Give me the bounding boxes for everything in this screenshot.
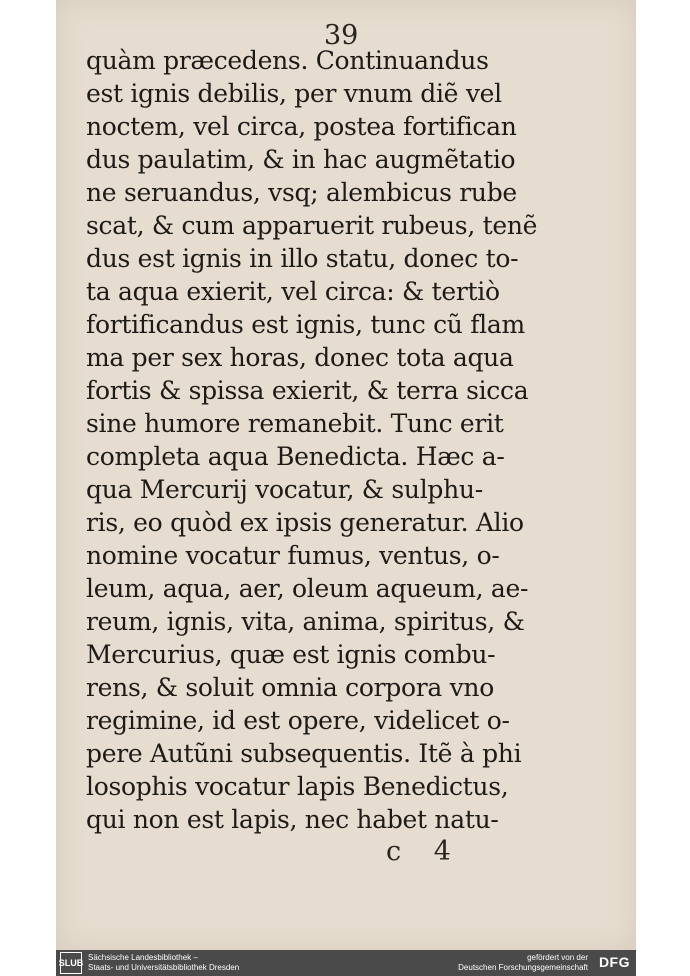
text-line: losophis vocatur lapis Benedictus,: [86, 772, 509, 801]
text-line: dus est ignis in illo statu, donec to-: [86, 244, 519, 273]
text-line: qui non est lapis, nec habet natu-: [86, 805, 499, 834]
library-name-line1: Sächsische Landesbibliothek –: [88, 953, 198, 962]
text-line: nomine vocatur fumus, ventus, o-: [86, 541, 500, 570]
text-line: quàm præcedens. Continuandus: [86, 46, 489, 75]
library-name-line2: Staats- und Universitätsbibliothek Dresden: [88, 963, 240, 972]
text-line: scat, & cum apparuerit rubeus, tenẽ: [86, 211, 538, 240]
text-line: ne seruandus, vsq; alembicus rube: [86, 178, 517, 207]
text-line: dus paulatim, & in hac augmẽtatio: [86, 145, 516, 174]
signature-mark: c 4: [386, 836, 463, 867]
funding-line1: gefördert von der: [527, 953, 588, 962]
text-line: ta aqua exierit, vel circa: & tertiò: [86, 277, 500, 306]
book-page: [56, 0, 636, 950]
text-line: leum, aqua, aer, oleum aqueum, ae-: [86, 574, 529, 603]
dfg-logo-icon: DFG: [598, 954, 630, 970]
text-line: rens, & soluit omnia corpora vno: [86, 673, 494, 702]
footer-bar: [56, 950, 636, 976]
text-line: completa aqua Benedicta. Hæc a-: [86, 442, 505, 471]
funding-line2: Deutschen Forschungsgemeinschaft: [458, 963, 588, 972]
body-text: [86, 44, 631, 836]
funding-credit: [458, 953, 588, 973]
page-number: 39: [324, 20, 359, 51]
text-line: sine humore remanebit. Tunc erit: [86, 409, 504, 438]
slub-logo-icon: SLUB: [60, 952, 82, 974]
text-line: ris, eo quòd ex ipsis generatur. Alio: [86, 508, 524, 537]
text-line: qua Mercurij vocatur, & sulphu-: [86, 475, 483, 504]
text-line: fortificandus est ignis, tunc cũ flam: [86, 310, 525, 339]
text-line: noctem, vel circa, postea fortifican: [86, 112, 517, 141]
text-line: ma per sex horas, donec tota aqua: [86, 343, 514, 372]
text-line: reum, ignis, vita, anima, spiritus, &: [86, 607, 525, 636]
text-line: est ignis debilis, per vnum diẽ vel: [86, 79, 502, 108]
text-line: pere Autũni subsequentis. Itẽ à phi: [86, 739, 522, 768]
text-line: regimine, id est opere, videlicet o-: [86, 706, 510, 735]
library-credit: [88, 953, 239, 973]
text-line: Mercurius, quæ est ignis combu-: [86, 640, 496, 669]
text-line: fortis & spissa exierit, & terra sicca: [86, 376, 529, 405]
